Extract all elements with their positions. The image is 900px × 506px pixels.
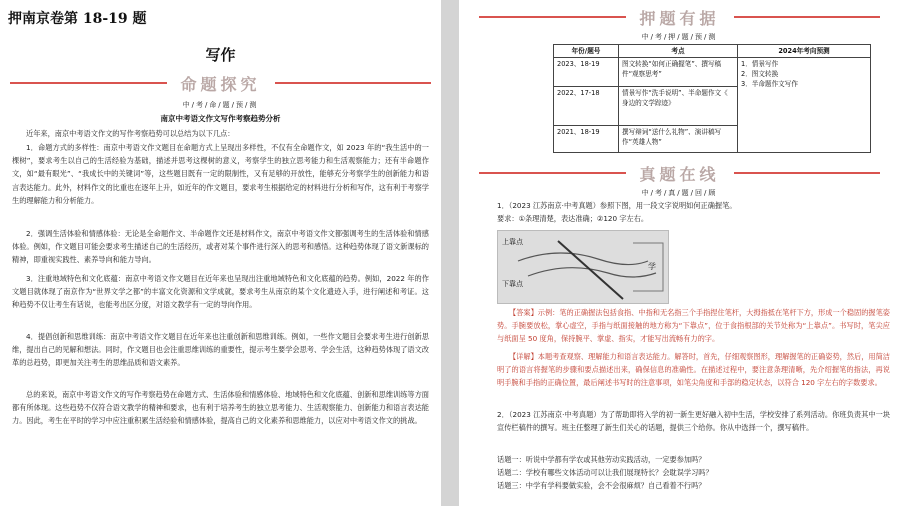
pen-grip-figure — [497, 230, 669, 304]
banner-text: 押题有据 — [639, 8, 720, 28]
banner-line-right — [734, 16, 881, 18]
topic-item: 话题三：中学有学科要做实验，会不会很麻烦？自己看着不行吗？ — [497, 481, 706, 490]
figure-label-upper: 上靠点 — [502, 238, 523, 246]
table-row — [554, 58, 871, 87]
prediction-cell — [738, 58, 871, 153]
banner-line-right — [734, 172, 881, 174]
banner-subline: 中/考/押/题/预/测 — [641, 33, 718, 41]
right-page — [459, 0, 900, 506]
page-gap — [441, 0, 459, 506]
summary-paragraph: 总的来说，南京中考语文作文的写作考察趋势在命题方式、生活体验和情感体验、地域特色和文化底蕴、创新和思维训练等方面都有所体现。这些趋势不仅符合语文教学的精神和要求，也有利于培养考生的独立思考能力、生活观察能力、创新能力和语言表达能力。因此，考生在平时的学习中应注重积累生活经验和情感体验，提高自己的文化素养和思维能力，以应对中考语文作文的挑战。 — [12, 390, 429, 426]
banner-line-left — [479, 16, 626, 18]
point-paragraph: 4．提倡创新和思维训练：南京中考语文作文题目在近年来也注重创新和思维训练。例如，一些作文题目会要求考生进行创新思维，提出自己的见解和想法。同时，作文题目也会注重思维训练的重要性，提示考生要学会思考、学会生活，这种趋势体现了语文改革的总趋势，即更加关注考生的思维品质和语文素养。 — [12, 332, 429, 368]
prediction-item: 2．图文转换 — [741, 70, 779, 78]
banner-basis — [479, 6, 880, 28]
intro-paragraph: 近年来，南京中考语文作文的写作考察趋势可以总结为以下几点： — [26, 129, 235, 138]
document-title: 押南京卷第 18-19 题 — [8, 11, 147, 27]
table-header: 考点 — [619, 45, 738, 58]
table-cell: 图文转换“如何正确握笔”、撰写稿件“观察思考” — [619, 58, 738, 87]
banner-line-right — [275, 82, 432, 84]
prediction-item: 1．情景写作 — [741, 60, 779, 68]
exam-point-table — [553, 44, 871, 153]
table-cell: 2022、17-18 — [554, 87, 619, 126]
table-cell: 2023、18-19 — [554, 58, 619, 87]
left-page — [0, 0, 441, 506]
banner-subline: 中/考/命/题/预/测 — [182, 101, 259, 109]
answer-paragraph: 【答案】示例：笔的正确握法包括食指、中指和无名指三个手指捏住笔杆，大拇指抵在笔杆下方，形成一个稳固的握笔姿势。手腕要放松，掌心虚空，手指与纸面接触的地方称为“下靠点”，位于食指根部的关节处称为“上靠点”。书写时，笔尖应与纸面呈 50 度角，保持腕平、掌虚、指实，才能写出流畅有力的字。 — [497, 308, 890, 344]
point-paragraph: 1．命题方式的多样性：南京中考语文作文题目在命题方式上呈现出多样性，不仅有全命题作文，如 2023 年的“我生活中的一棵树”，要求考生以自己的生活经验为基础，描述并思考这棵树的意义，考察学生的独立思考能力和生活观察能力；还有半命题作文，如“最有眼光”、“我成长中的关键词”等，这些题目既有一定的限制性，又有足够的开放性，能够充分考察学生的创新能力和语言表达能力。此外，材料作文的比重也在逐年上升，如近年的作文题目，要求考生根据给定的材料进行分析和写作，这有利于考察学生的理解能力和分析能力。 — [12, 143, 429, 205]
prediction-item: 3．半命题作文写作 — [741, 80, 798, 88]
table-cell: 撰写辩词“送什么礼物”、演讲稿写作“英雄人物” — [619, 126, 738, 153]
table-header-row — [554, 45, 871, 58]
table-cell: 情景写作“洗手说明”、半命题作文《 身边的文学踪迹》 — [619, 87, 738, 126]
topic-item: 话题一：听说中学都有学农或其他劳动实践活动，一定要参加吗？ — [497, 455, 706, 464]
table-cell: 2021、18-19 — [554, 126, 619, 153]
hand-pen-sketch-icon — [498, 231, 668, 303]
point-paragraph: 3．注重地域特色和文化底蕴：南京中考语文作文题目在近年来也呈现出注重地域特色和文化底蕴的趋势。例如，2022 年的作文题目就体现了南京作为“世界文学之都”的丰富文化资源和文学成就，要求考生从南京的某个文化遗迹入手，进行阐述和考证。这种趋势不仅让考生有话说，也能考出区分度，对语文教学有一定的导向作用。 — [12, 274, 429, 310]
banner-exam-online — [479, 162, 880, 184]
banner-line-left — [10, 82, 167, 84]
banner-line-left — [479, 172, 626, 174]
figure-label-lower: 下靠点 — [502, 280, 523, 288]
table-header: 2024年考向预测 — [738, 45, 871, 58]
question-2-title: 2．（2023 江苏南京·中考真题）为了帮助即将入学的初一新生更好融入初中生活，学校安排了系列活动。你班负责其中一块宣传栏稿件的撰写。班主任整理了新生们关心的话题，提供三个给你。你从中选择一个，撰写稿件。 — [497, 410, 890, 433]
section-title: 写作 — [205, 46, 236, 64]
banner-text: 真题在线 — [639, 164, 720, 184]
banner-subline: 中/考/真/题/回/顾 — [641, 189, 718, 197]
question-1-requirement: 要求：①条理清楚，表达准确；②120 字左右。 — [497, 214, 649, 223]
banner-text: 命题探究 — [180, 74, 261, 94]
topic-item: 话题二：学校有哪些文体活动可以让我们展现特长？会耽误学习吗？ — [497, 468, 713, 477]
point-paragraph: 2．强调生活体验和情感体验：无论是全命题作文、半命题作文还是材料作文，南京中考语文作文都强调考生的生活体验和情感体验。例如，作文题目可能会要求考生描述自己的生活经历，或者对某个事件进行深入的思考和感悟。这种趋势体现了语文新课标的精神，即重视实践性、素养导向和能力导向。 — [12, 229, 429, 265]
figure-label-char: 学 — [648, 262, 656, 271]
banner-proposition — [10, 72, 431, 94]
table-header: 年份/题号 — [554, 45, 619, 58]
detail-paragraph: 【详解】本题考查观察、理解能力和语言表达能力。解答时，首先，仔细观察图形，理解握笔的正确姿势，然后，用简洁明了的语言将握笔的步骤和要点描述出来，确保信息的准确性。在描述过程中，要注意条理清晰，先介绍握笔的指法，再说明手腕和手指的正确位置，最后阐述书写时的注意事项，如笔尖角度和手部的稳定状态，以符合 120 字左右的字数要求。 — [497, 352, 890, 388]
question-1-title: 1．（2023 江苏南京·中考真题）参照下图，用一段文字说明如何正确握笔。 — [497, 201, 737, 210]
analysis-title: 南京中考语文作文写作考察趋势分析 — [160, 114, 281, 123]
